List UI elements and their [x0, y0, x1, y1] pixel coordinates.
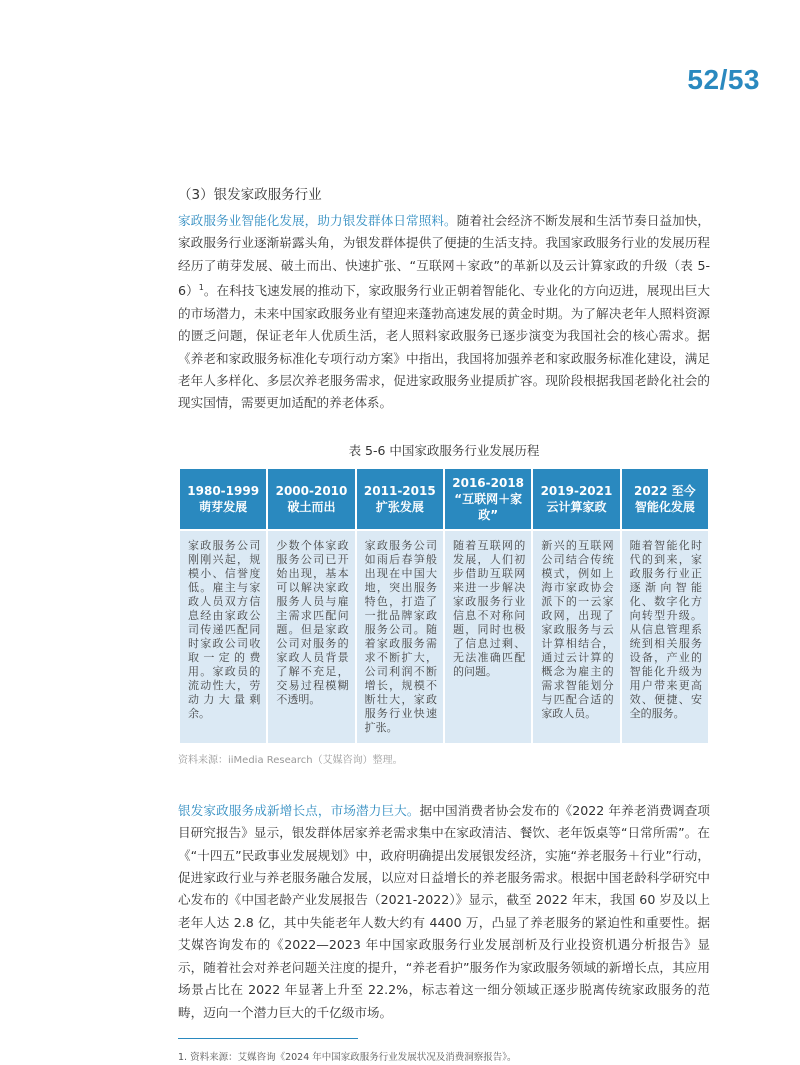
table-cell: 随着互联网的发展，人们初步借助互联网来进一步解决家政服务行业信息不对称问题，同时也极了信息过剩、无法准确匹配的问题。: [445, 529, 531, 743]
table-header-cell: 2016-2018 “互联网＋家政”: [445, 469, 531, 529]
table-title: 表 5-6 中国家政服务行业发展历程: [348, 442, 540, 458]
main-content: [178, 184, 710, 1065]
table-header-cell: 2019-2021 云计算家政: [533, 469, 619, 529]
table-header-cell: 2022 至今 智能化发展: [622, 469, 708, 529]
market-text: 据中国消费者协会发布的《2022 年养老消费调查项目研究报告》显示，银发群体居家养老需求集中在家政清洁、餐饮、老年饭桌等“日常所需”。在《“十四五”民政事业发展规划》中，政府明确提出发展银发经济，实施“养老服务＋行业”行动，促进家政行业与养老服务融合发展，以应对日益增长的养老服务需求。根据中国老龄科学研究中心发布的《中国老龄产业发展报告（2021-2022）》显示，截至 2022 年末，我国 60 岁及以上老年人达 2.8 亿，其中失能老年人数大约有 4400 万，凸显了养老服务的紧迫性和重要性。据艾媒咨询发布的《2022—2023 年中国家政服务行业发展剖析及行业投资机遇分析报告》显示，随着社会对养老问题关注度的提升，“养老看护”服务作为家政服务领域的新增长点，其应用场景占比在 2022 年显著上升至 22.2%，标志着这一细分领域正逐步脱离传统家政服务的范畴，迈向一个潜力巨大的千亿级市场。: [178, 802, 711, 1020]
intro-paragraph: [178, 210, 710, 415]
intro-text-b: 。在科技飞速发展的推动下，家政服务行业正朝着智能化、专业化的方向迈进，展现出巨大的市场潜力，未来中国家政服务业有望迎来蓬勃高速发展的黄金时期。为了解决老年人照料资源的匮乏问题，保证老年人优质生活，老人照料家政服务已逐步演变为我国社会的核心需求。据《养老和家政服务标准化专项行动方案》中指出，我国将加强养老和家政服务标准化建设，满足老年人多样化、多层次养老服务需求，促进家政服务业提质扩容。现阶段根据我国老龄化社会的现实国情，需要更加适配的养老体系。: [178, 283, 711, 411]
table-row: [180, 529, 708, 743]
table-cell: 少数个体家政服务公司已开始出现，基本可以解决家政服务人员与雇主需求匹配问题。但是家政公司对服务的家政人员背景了解不充足，交易过程模糊不透明。: [268, 529, 354, 743]
table-cell: 新兴的互联网公司结合传统模式，例如上海市家政协会派下的一云家政网，出现了家政服务与云计算相结合，通过云计算的概念为雇主的需求智能划分与匹配合适的家政人员。: [533, 529, 619, 743]
history-table: [178, 469, 710, 743]
table-source: 资料来源：iiMedia Research（艾媒咨询）整理。: [178, 754, 403, 766]
table-header-cell: 2011-2015 扩张发展: [357, 469, 443, 529]
footnote: 1. 资料来源：艾媒咨询《2024 年中国家政服务行业发展状况及消费洞察报告》。: [178, 1051, 517, 1063]
table-cell: 随着智能化时代的到来，家政服务行业正逐渐向智能化、数字化方向转型升级。从信息管理系统到相关服务设备，产业的智能化升级为用户带来更高效、便捷、安全的服务。: [622, 529, 708, 743]
table-cell: 家政服务公司刚刚兴起，规模小、信誉度低。雇主与家政人员双方信息经由家政公司传递匹配同时家政公司收取一定的费用。家政员的流动性大，劳动力大量剩余。: [180, 529, 266, 743]
table-header-row: [180, 469, 708, 529]
table-header-cell: 1980-1999 萌芽发展: [180, 469, 266, 529]
section-heading: （3）银发家政服务行业: [178, 187, 322, 203]
intro-highlight: 家政服务业智能化发展，助力银发群体日常照料。: [178, 213, 457, 228]
table-cell: 家政服务公司如雨后春笋般出现在中国大地，突出服务特色，打造了一批品牌家政服务公司。随着家政服务需求不断扩大，公司利润不断增长，规模不断壮大，家政服务行业快速扩张。: [357, 529, 443, 743]
footnote-divider: [178, 1038, 358, 1039]
intro-text-a: 随着社会经济不断发展和生活节奏日益加快，家政服务行业逐渐崭露头角，为银发群体提供了便捷的生活支持。我国家政服务行业的发展历程经历了萌芽发展、破土而出、快速扩张、“互联网＋家政”的革新以及云计算家政的升级（表 5-6）: [178, 213, 711, 299]
footnote-ref: 1: [198, 283, 204, 293]
market-highlight: 银发家政服务成新增长点，市场潜力巨大。: [178, 802, 420, 818]
page-number: 52/53: [687, 64, 760, 95]
table-header-cell: 2000-2010 破土而出: [268, 469, 354, 529]
market-paragraph: [178, 800, 710, 1024]
